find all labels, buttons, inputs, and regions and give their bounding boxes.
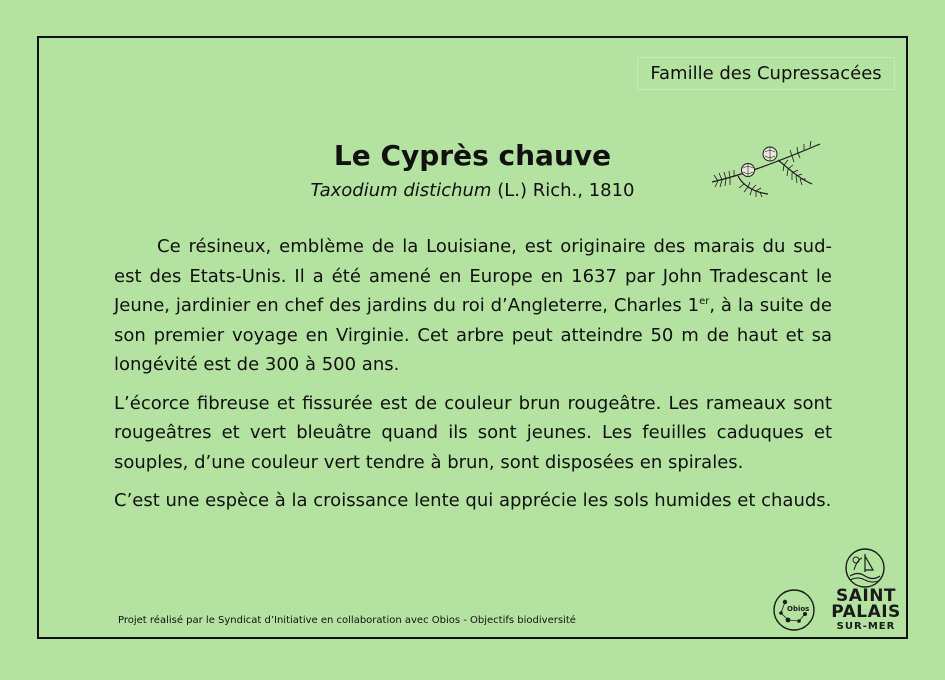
paragraph-growth: C’est une espèce à la croissance lente qui apprécie les sols humides et chauds. (114, 490, 832, 511)
project-credit: Projet réalisé par le Syndicat d’Initiative en collaboration avec Obios - Objectifs biodiversité (118, 615, 576, 626)
cypress-branch-icon (708, 132, 824, 198)
paragraph-bark: L’écorce fibreuse et fissurée est de couleur brun rougeâtre. Les rameaux sont rougeâtres et vert bleuâtre quand ils sont jeunes. Les feuilles caduques et souples, d’une couleur vert tendre à brun, sont disposées en spirales. (114, 392, 832, 473)
description (114, 232, 832, 525)
paragraph-origin-text: Ce résineux, emblème de la Louisiane, est originaire des marais du sud-est des Etats-Unis. Il a été amené en Europe en 1637 par John Tradescant le Jeune, jardinier en chef des jardins du roi d’Angleterre, Charles 1 (114, 236, 832, 316)
town-name-line3: SUR-MER (836, 621, 896, 632)
obios-logo-icon (772, 588, 816, 632)
family-label: Famille des Cupressacées (637, 57, 895, 90)
saint-palais-logo (830, 588, 902, 633)
author-citation: (L.) Rich., 1810 (491, 180, 635, 201)
town-name-line2: PALAIS (831, 602, 901, 622)
page-title: Le Cyprès chauve (333, 139, 612, 172)
obios-label: Obios (787, 605, 810, 613)
saint-palais-emblem-icon (840, 546, 890, 590)
paragraph-origin (114, 232, 832, 380)
ordinal-superscript: er (699, 296, 710, 307)
paragraph-origin-text-end: , à la suite de son premier voyage en Virginie. Cet arbre peut atteindre 50 m de haut et sa longévité est de 300 à 500 ans. (114, 295, 833, 375)
scientific-name-line (220, 178, 725, 204)
town-name-line1: SAINT (835, 586, 897, 606)
scientific-name: Taxodium distichum (310, 180, 492, 201)
